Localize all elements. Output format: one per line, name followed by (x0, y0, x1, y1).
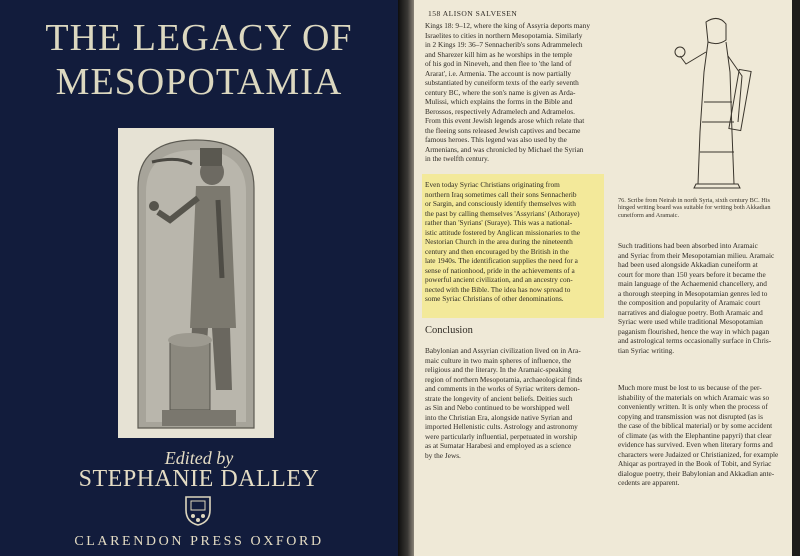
text-line: Israelites to cities in northern Mesopotamia. Similarly (425, 30, 583, 40)
oxford-crest-icon (184, 494, 212, 526)
text-line: the past by calling themselves 'Assyrians' (Athoraye) (425, 208, 580, 218)
text-line: Ahiqar as portrayed in the Book of Tobit, and Syriac (618, 459, 772, 468)
text-line: dialogue poetry, their Babylonian and Akkadian ante- (618, 468, 775, 478)
left-column-paragraph-1 (425, 21, 590, 164)
text-line: famous heroes. This legend was also used by the (425, 135, 567, 144)
text-line: of his god in Nineveh, and then flee to 'the land of (425, 59, 572, 68)
text-line: Armenians, and was chronicled by Michael the Syrian (425, 144, 584, 154)
text-line: tian Syriac writing. (618, 345, 675, 355)
text-line: ishability of the materials on which Aramaic was so (618, 392, 770, 402)
text-line: northern Iraq sometimes call their sons Sennacherib (425, 189, 577, 199)
edited-by-label: Edited by (164, 448, 234, 468)
text-line: Babylonian and Assyrian civilization lived on in Ara- (425, 346, 581, 355)
text-line: century BC, where the son's name is given as Arda- (425, 87, 576, 97)
right-column-paragraph-1 (618, 241, 774, 355)
text-line: Ararat', i.e. Armenia. The account is now partially (425, 68, 572, 78)
caption-line: 76. Scribe from Neirab in north Syria, sixth century BC. His (618, 197, 770, 204)
text-line: characters were Judaized or Christianized, for example (618, 449, 779, 459)
text-line: evidence has survived. Even when literary forms and (618, 440, 773, 449)
text-line: sense of nationhood, pride in the achievements of a (425, 265, 575, 275)
text-line: Such traditions had been absorbed into Aramaic (618, 241, 758, 250)
text-line: Berossos, respectively Adramelech and Adramelos. (425, 106, 575, 116)
text-line: rather than 'Syrians' (Suraye). This was a national- (425, 218, 573, 227)
text-line: main language of the Achaemenid chancellery, and (618, 279, 767, 288)
text-line: and Sharezer kill him as he worships in the temple (425, 49, 573, 59)
text-line: and comments in the works of Syriac writers demon- (425, 384, 580, 393)
cover-title-line1: THE LEGACY OF (45, 17, 353, 59)
text-line: as at Sumatar Harabesi and employed as a science (425, 441, 572, 450)
page-header: 158 ALISON SALVESEN (428, 9, 518, 18)
figure-caption (618, 197, 771, 219)
text-line: Much more must be lost to us because of the per- (618, 383, 762, 392)
text-line: court for more than 150 years before it became the (618, 269, 766, 279)
book-page (414, 0, 800, 556)
text-line: in 2 Kings 19: 36–7 Sennacherib's sons Adrammelech (425, 40, 583, 49)
text-line: a thorough steeping in Mesopotamian genres led to (618, 288, 768, 298)
text-line: some Syriac Christians of other denominations. (425, 294, 564, 303)
cover-title-line2: MESOPOTAMIA (55, 61, 343, 103)
text-line: in the twelfth century. (425, 154, 489, 163)
text-line: religious and the literary. In the Aramaic-speaking (425, 365, 572, 374)
text-line: region of northern Mesopotamia, archaeological finds (425, 374, 583, 384)
text-line: imported Hellenistic cults. Astrology and astronomy (425, 422, 578, 431)
text-line: late 1940s. The identification supplies the need for a (425, 256, 578, 265)
left-column-paragraph-3 (425, 346, 582, 460)
right-column-paragraph-2 (618, 383, 778, 488)
text-line: narratives and dialogue poetry. Both Aramaic and (618, 307, 763, 317)
page-edge-shadow (792, 0, 800, 556)
text-line: nected with the Bible. The idea has now spread to (425, 284, 571, 294)
caption-line: hinged writing board was suitable for writing both Akkadian (618, 204, 771, 212)
text-line: the fleeing sons released Jewish captives and became (425, 125, 581, 135)
caption-line: cuneiform and Aramaic. (618, 211, 680, 219)
text-line: maic culture in two main spheres of influence, the (425, 355, 572, 365)
text-line: Syriac were used while traditional Mesopotamian (618, 317, 763, 326)
text-line: cedents are apparent. (618, 478, 680, 487)
text-line: of climate (as with the Elephantine papyri) that clear (618, 430, 772, 440)
text-line: paganism flourished, hence the way in which pagan (618, 326, 770, 336)
text-line: or Sargin, and consciously identify themselves with (425, 199, 576, 208)
text-line: into the Christian Era, alongside native Syrian and (425, 412, 573, 422)
text-line: by the Jews. (425, 450, 461, 460)
text-line: conveniently written. It is only when the process of (618, 402, 768, 411)
text-line: Even today Syriac Christians originating from (425, 180, 560, 189)
text-line: substantiated by cuneiform texts of the early seventh (425, 78, 579, 87)
editor-name: STEPHANIE DALLEY (78, 466, 320, 492)
publisher-imprint: CLARENDON PRESS OXFORD (74, 534, 324, 549)
text-line: Nestorian Church in the area during the nineteenth (425, 237, 573, 246)
book-spine-gutter (398, 0, 414, 556)
text-line: as Sin and Nebo continued to be worshipped well (425, 403, 570, 412)
text-line: and astrological terms occasionally surface in Chris- (618, 336, 772, 345)
text-line: copying and transmission was not disrupted (as is (618, 411, 763, 421)
text-line: century and then encouraged by the British in the (425, 246, 569, 256)
text-line: istic attitude fostered by Anglican missionaries to the (425, 227, 581, 237)
text-line: Mulissi, which explains the forms in the Bible and (425, 97, 573, 106)
text-line: the composition and popularity of Aramaic court (618, 298, 761, 307)
text-line: powerful ancient civilization, and an ancestry con- (425, 275, 573, 284)
scribe-figure (660, 12, 760, 192)
text-line: From this event Jewish legends arose which relate that (425, 116, 585, 125)
section-heading: Conclusion (425, 325, 473, 336)
left-column-paragraph-2 (425, 180, 580, 304)
stele-illustration (118, 128, 274, 438)
text-line: had been used alongside Akkadian cuneiform at (618, 260, 758, 269)
book-cover (0, 0, 398, 556)
text-line: the case of the biblical material) or by some accident (618, 421, 773, 430)
text-line: were particularly influential, perpetuated in worship (425, 431, 577, 441)
text-line: Kings 18: 9–12, where the king of Assyria deports many (425, 21, 590, 30)
text-line: strate the longevity of ancient beliefs. Deities such (425, 393, 573, 403)
text-line: and Syriac from their Mesopotamian milieu. Aramaic (618, 250, 775, 260)
